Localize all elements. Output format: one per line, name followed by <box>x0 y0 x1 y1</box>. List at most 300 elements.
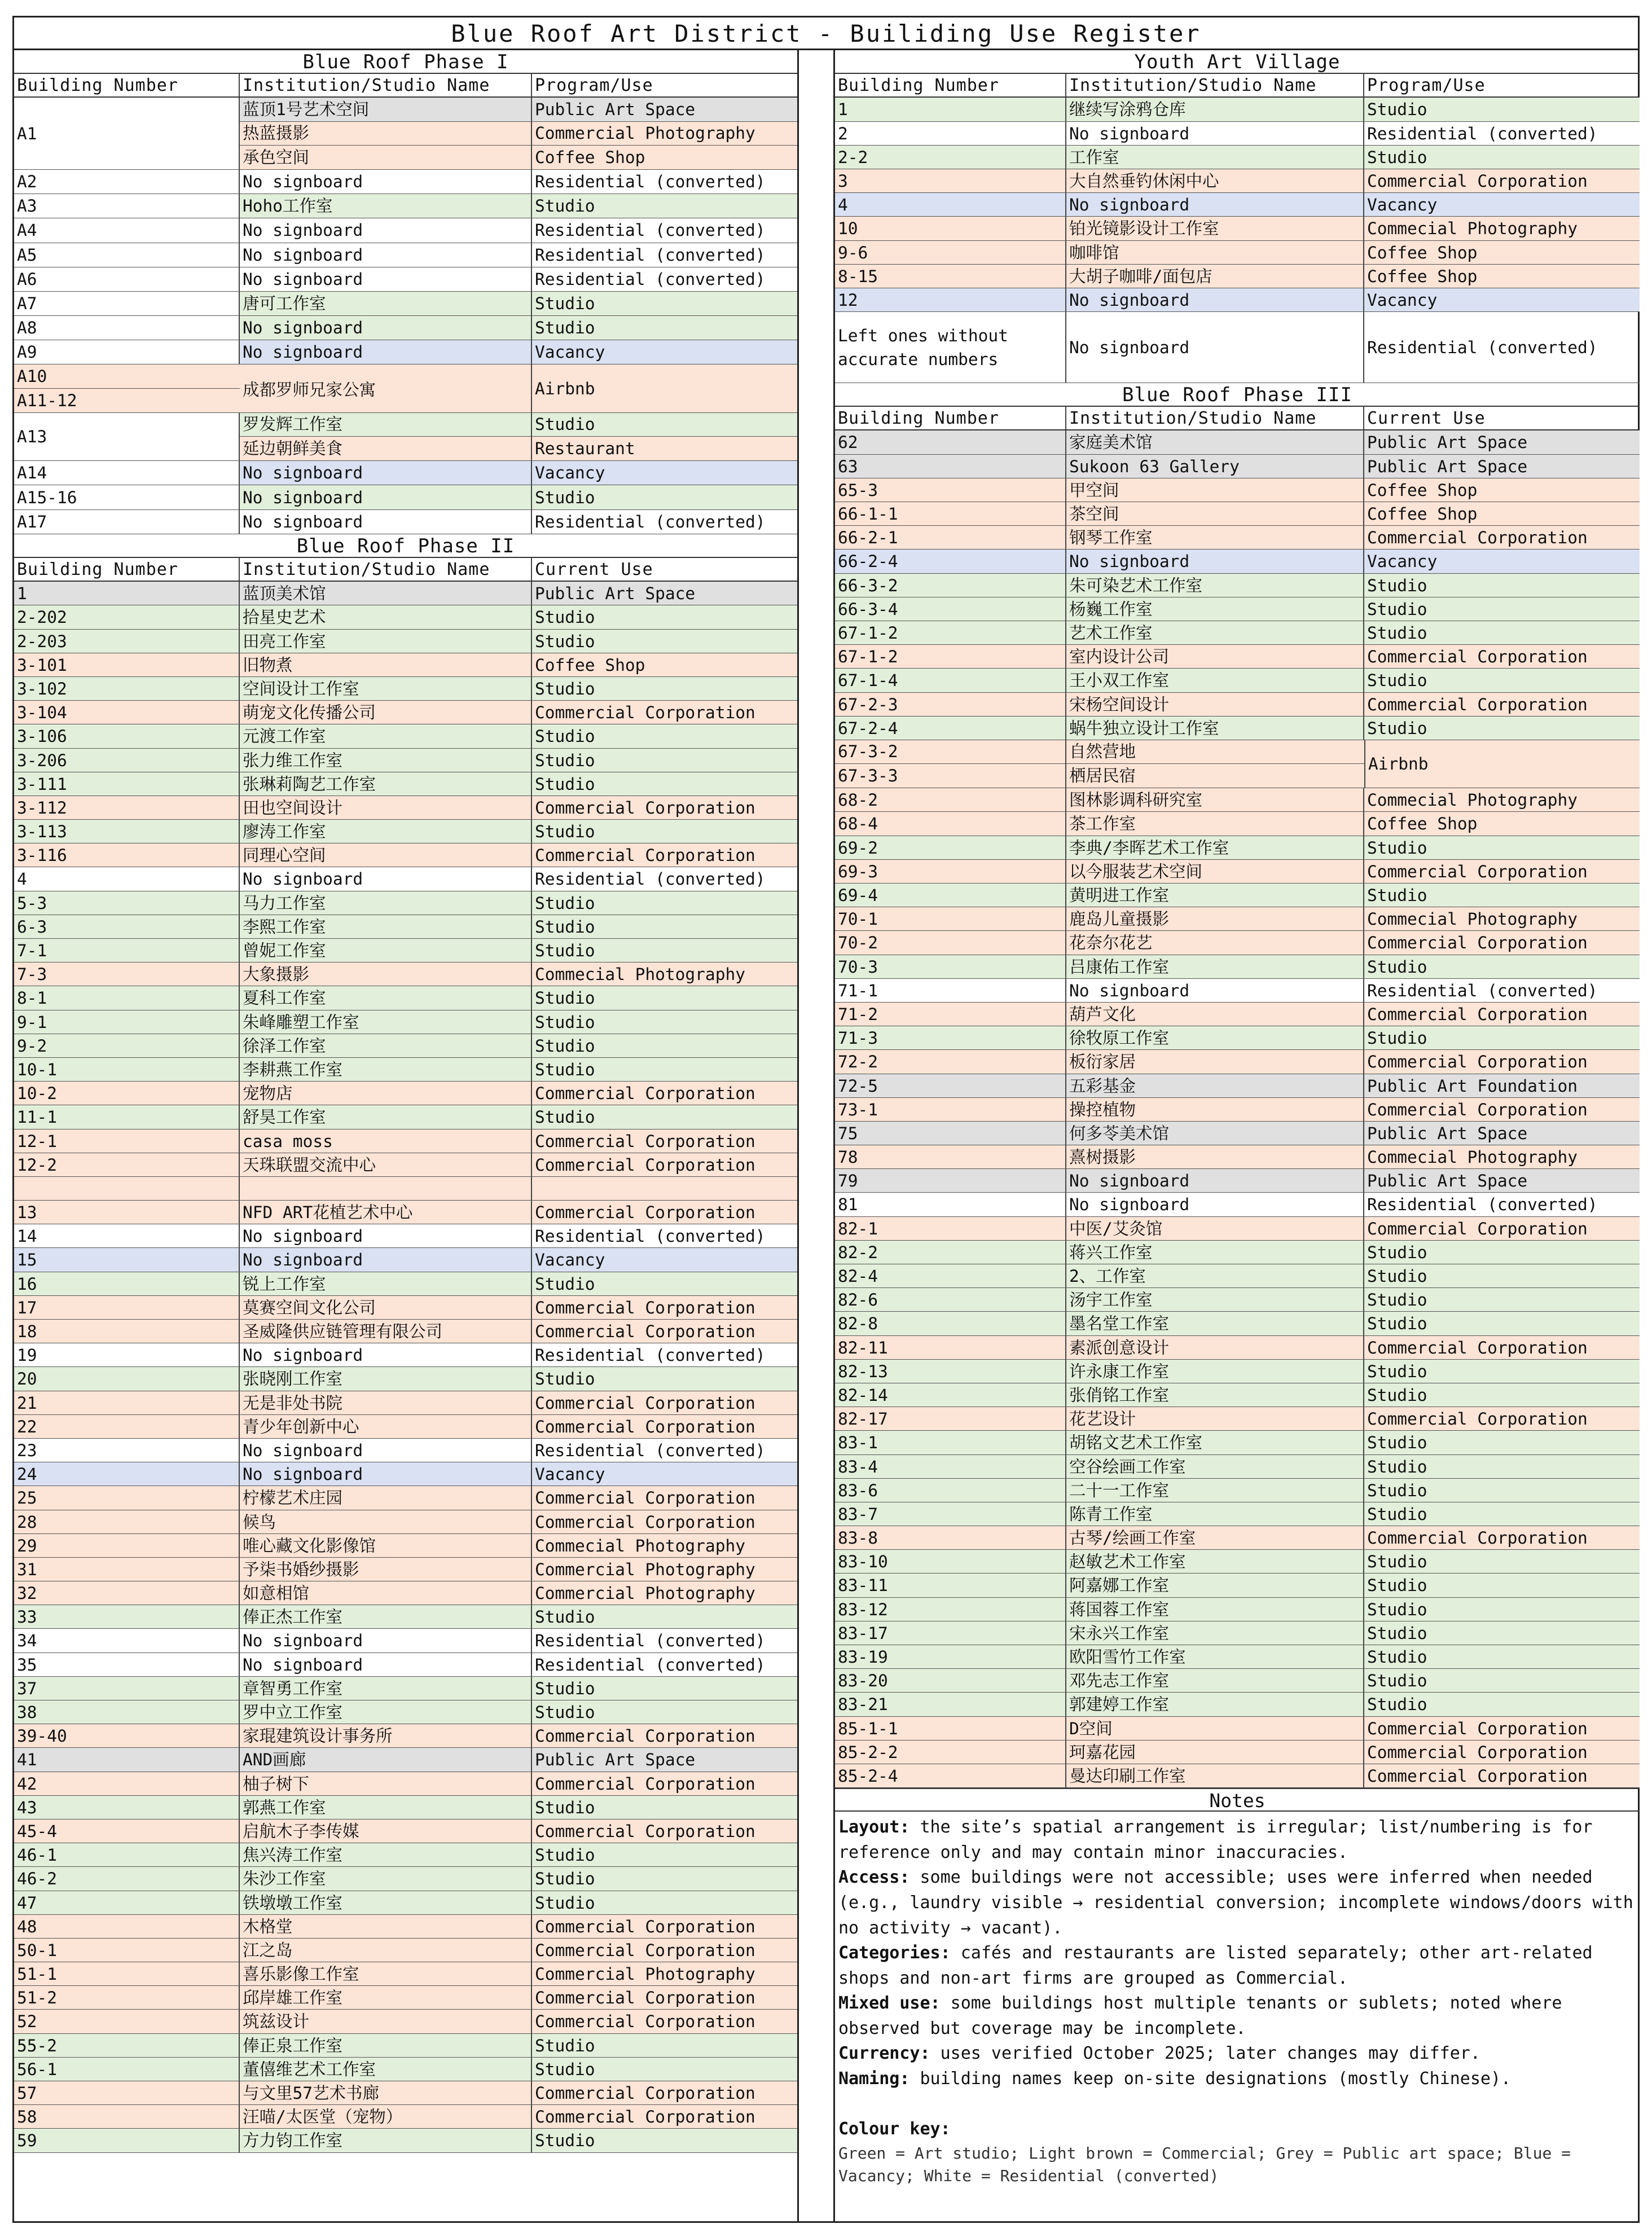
table-row <box>835 884 1640 907</box>
program-use: Commercial Corporation <box>532 796 797 819</box>
building-number: 83-6 <box>835 1479 1066 1502</box>
institution-name: 图林影调科研究室 <box>1066 788 1364 811</box>
institution-name: 无是非处书院 <box>240 1391 532 1414</box>
table-row <box>240 485 797 509</box>
program-use: Studio <box>1364 1645 1640 1668</box>
table-row <box>14 2010 797 2033</box>
note-item <box>838 2067 1636 2092</box>
institution-name: 元渡工作室 <box>240 724 532 748</box>
institution-name: 大胡子咖啡/面包店 <box>1066 265 1364 288</box>
table-row <box>14 1700 797 1724</box>
table-row <box>14 1605 797 1629</box>
program-use: Studio <box>532 749 797 772</box>
program-use: Studio <box>532 986 797 1009</box>
register-sheet <box>12 16 1640 2223</box>
table-row <box>835 1336 1640 1360</box>
program-use: Studio <box>1364 1693 1640 1716</box>
institution-name: 柚子树下 <box>240 1772 532 1795</box>
institution-name: 自然营地 <box>1066 740 1364 763</box>
institution-name: No signboard <box>1066 550 1364 573</box>
building-number: 7-3 <box>14 963 240 986</box>
program-use: Studio <box>1364 884 1640 907</box>
program-use: Commercial Corporation <box>532 1082 797 1105</box>
program-use: Studio <box>1364 1574 1640 1597</box>
program-use: Public Art Foundation <box>1364 1074 1640 1097</box>
building-number: 70-3 <box>835 955 1066 978</box>
institution-name: 空间设计工作室 <box>240 677 532 700</box>
group-entries <box>240 243 797 267</box>
institution-name: 邓先志工作室 <box>1066 1669 1364 1692</box>
institution-name: 筑兹设计 <box>240 2010 532 2033</box>
building-number: A1 <box>14 98 240 169</box>
institution-name: 焦兴涛工作室 <box>240 1843 532 1866</box>
building-number: 38 <box>14 1700 240 1724</box>
building-number: 1 <box>835 98 1066 121</box>
table-row <box>14 1843 797 1867</box>
program-use: Commercial Corporation <box>532 2010 797 2033</box>
program-use: Studio <box>532 820 797 843</box>
note-text: building names keep on-site designations (mostly Chinese). <box>910 2069 1512 2089</box>
institution-name: 田亮工作室 <box>240 630 532 653</box>
program-use: Public Art Space <box>532 98 797 121</box>
institution-name: 茶工作室 <box>1066 812 1364 835</box>
program-use: Studio <box>1364 1241 1640 1264</box>
program-use: Airbnb <box>535 379 595 398</box>
building-number: A9 <box>14 340 240 364</box>
table-row <box>14 1748 797 1772</box>
institution-name: No signboard <box>240 243 532 267</box>
table-row <box>835 265 1640 288</box>
institution-name: No signboard <box>240 510 532 534</box>
institution-name: 空谷绘画工作室 <box>1066 1455 1364 1478</box>
institution-name: 欧阳雪竹工作室 <box>1066 1645 1364 1668</box>
building-number: A7 <box>14 292 240 315</box>
building-number: 67-3-3 <box>835 764 1066 788</box>
building-number: 9-2 <box>14 1034 240 1057</box>
institution-name: 鹿岛儿童摄影 <box>1066 907 1364 930</box>
column-header: Current Use <box>535 560 653 579</box>
program-use: Studio <box>532 1867 797 1890</box>
table-row <box>14 1796 797 1820</box>
building-number: 85-2-4 <box>835 1764 1066 1787</box>
note-text: cafés and restaurants are listed separately; other art-related shops and non-art firms are grouped as Commercial. <box>838 1943 1593 1988</box>
building-number: 35 <box>14 1653 240 1676</box>
building-group <box>14 340 797 364</box>
building-number: 83-20 <box>835 1669 1066 1692</box>
building-number: 22 <box>14 1415 240 1438</box>
program-use: Residential (converted) <box>1364 1193 1640 1216</box>
building-number: 69-4 <box>835 884 1066 907</box>
program-use: Commercial Corporation <box>532 1915 797 1938</box>
institution-name: No signboard <box>240 316 532 340</box>
building-number: 75 <box>835 1122 1066 1145</box>
institution-name: casa moss <box>240 1130 532 1153</box>
table-row <box>835 169 1640 193</box>
institution-name: 罗发辉工作室 <box>240 413 532 436</box>
building-number: 67-2-4 <box>835 717 1066 740</box>
building-number: 16 <box>14 1272 240 1295</box>
building-number: 28 <box>14 1510 240 1533</box>
building-number: 67-1-2 <box>835 621 1066 644</box>
table-row <box>14 2034 797 2058</box>
table-row <box>14 2105 797 2129</box>
merged-building-group <box>835 740 1640 788</box>
table-row <box>835 621 1640 645</box>
program-use: Residential (converted) <box>1367 337 1598 357</box>
program-use: Residential (converted) <box>532 1343 797 1366</box>
table-row <box>14 1629 797 1653</box>
building-number: 3-101 <box>14 653 240 676</box>
program-use: Commercial Photography <box>532 122 797 145</box>
institution-name: AND画廊 <box>240 1748 532 1771</box>
building-number: 21 <box>14 1391 240 1414</box>
building-number: 5-3 <box>14 891 240 915</box>
group-entries <box>240 461 797 485</box>
program-use: Commercial Corporation <box>532 1772 797 1795</box>
institution-name: 栖居民宿 <box>1066 764 1364 788</box>
table-row <box>835 740 1364 764</box>
program-use: Studio <box>532 1367 797 1390</box>
institution-name: 蓝顶美术馆 <box>240 582 532 605</box>
institution-name: 候鸟 <box>240 1510 532 1533</box>
building-number: 82-6 <box>835 1288 1066 1311</box>
institution-name: 家琨建筑设计事务所 <box>240 1724 532 1747</box>
institution-name: 墨名堂工作室 <box>1066 1312 1364 1335</box>
table-row <box>14 1677 797 1700</box>
building-number: 8-1 <box>14 986 240 1009</box>
table-header-row <box>835 74 1640 98</box>
page-title: Blue Roof Art District - Builiding Use Register <box>14 17 1638 50</box>
program-use: Studio <box>532 772 797 796</box>
note-text: the site’s spatial arrangement is irregular; list/numbering is for reference only and may contain minor inaccuracies. <box>838 1817 1593 1862</box>
building-number: A11-12 <box>17 390 77 410</box>
building-number: 51-1 <box>14 1962 240 1985</box>
column-header: Current Use <box>1367 408 1486 429</box>
program-use: Commercial Corporation <box>532 1415 797 1438</box>
institution-name: 蓝顶1号艺术空间 <box>240 98 532 121</box>
institution-name: No signboard <box>240 170 532 194</box>
institution-name: No signboard <box>240 1248 532 1271</box>
program-use: Commercial Corporation <box>1364 1050 1640 1073</box>
program-use: Public Art Space <box>532 582 797 605</box>
institution-name: 邱岸雄工作室 <box>240 1986 532 2009</box>
program-use: Public Art Space <box>1364 455 1640 478</box>
program-use: Commercial Corporation <box>1364 1526 1640 1549</box>
table-row <box>835 1574 1640 1597</box>
table-row <box>14 2129 797 2152</box>
building-number: 2 <box>835 122 1066 145</box>
institution-name: No signboard <box>240 485 532 509</box>
program-use: Studio <box>1364 574 1640 597</box>
program-use: Studio <box>532 1605 797 1628</box>
table-row <box>835 1621 1640 1645</box>
institution-name: 黄明进工作室 <box>1066 884 1364 907</box>
program-use: Residential (converted) <box>532 170 797 194</box>
institution-name: 以今服装艺术空间 <box>1066 860 1364 883</box>
program-use: Airbnb <box>1364 740 1640 788</box>
institution-name: No signboard <box>240 1439 532 1462</box>
program-use: Residential (converted) <box>1364 979 1640 1002</box>
program-use: Studio <box>532 2058 797 2081</box>
note-spacer <box>838 2092 1636 2117</box>
building-number: 14 <box>14 1224 240 1247</box>
program-use: Studio <box>1364 836 1640 859</box>
merged-numbers <box>14 364 240 412</box>
note-label: Layout: <box>838 1817 910 1838</box>
table-row <box>835 955 1640 979</box>
group-entries <box>240 340 797 364</box>
institution-name: 董僖维艺术工作室 <box>240 2058 532 2081</box>
column-header: Building Number <box>835 74 1066 96</box>
group-entries <box>240 316 797 340</box>
building-number: 47 <box>14 1891 240 1914</box>
program-use: Studio <box>1364 1550 1640 1573</box>
institution-name: 钢琴工作室 <box>1066 526 1364 549</box>
building-number: 12-1 <box>14 1130 240 1153</box>
building-number: 29 <box>14 1534 240 1557</box>
institution-name: 咖啡馆 <box>1066 241 1364 264</box>
program-use: Commercial Corporation <box>532 2105 797 2128</box>
group-entries <box>240 292 797 315</box>
table-row <box>14 749 797 772</box>
building-number: 13 <box>14 1201 240 1224</box>
institution-name: 唐可工作室 <box>240 292 532 315</box>
building-number: 32 <box>14 1581 240 1605</box>
institution-name: 熹树摄影 <box>1066 1145 1364 1168</box>
program-use: Public Art Space <box>532 1748 797 1771</box>
institution-name: 中医/艾灸馆 <box>1066 1217 1364 1240</box>
program-use: Coffee Shop <box>532 146 797 169</box>
table-row <box>835 98 1640 121</box>
program-use: Studio <box>1364 1479 1640 1502</box>
building-number: 71-2 <box>835 1003 1066 1026</box>
building-group <box>14 170 797 194</box>
building-number: A5 <box>14 243 240 267</box>
building-number: 23 <box>14 1439 240 1462</box>
merged-building-group <box>14 364 797 412</box>
program-use: Commercial Corporation <box>532 1986 797 2009</box>
program-use: Studio <box>532 677 797 700</box>
program-use: Residential (converted) <box>532 1629 797 1652</box>
program-use: Commercial Corporation <box>532 1201 797 1224</box>
program-use: Studio <box>532 2129 797 2152</box>
table-row <box>14 772 797 796</box>
table-row <box>835 693 1640 717</box>
building-number: 34 <box>14 1629 240 1652</box>
program-use: Studio <box>532 1058 797 1081</box>
merged-rows <box>835 740 1364 788</box>
building-group <box>14 413 797 461</box>
institution-name: No signboard <box>240 1343 532 1366</box>
institution-name: 夏科工作室 <box>240 986 532 1009</box>
note-item <box>838 2041 1636 2067</box>
institution-name: 宋永兴工作室 <box>1066 1621 1364 1645</box>
program-use: Studio <box>1364 669 1640 692</box>
institution-name: 柠檬艺术庄园 <box>240 1486 532 1509</box>
building-number: 1 <box>14 582 240 605</box>
table-row <box>835 1050 1640 1074</box>
institution-name: 继续写涂鸦仓库 <box>1066 98 1364 121</box>
building-number: 2-2 <box>835 146 1066 169</box>
building-number: 66-1-1 <box>835 502 1066 525</box>
program-use: Vacancy <box>532 461 797 485</box>
program-use: Vacancy <box>532 1248 797 1271</box>
building-number: 39-40 <box>14 1724 240 1747</box>
program-use: Commercial Corporation <box>1364 860 1640 883</box>
note-item <box>838 1991 1636 2041</box>
table-row <box>240 316 797 340</box>
building-number: 41 <box>14 1748 240 1771</box>
building-number: 66-2-1 <box>835 526 1066 549</box>
building-number: 56-1 <box>14 2058 240 2081</box>
building-number: 6-3 <box>14 915 240 938</box>
table-row <box>835 478 1640 502</box>
table-row <box>835 1455 1640 1479</box>
institution-name: 莫赛空间文化公司 <box>240 1296 532 1319</box>
building-number: 4 <box>835 193 1066 216</box>
building-number: 72-5 <box>835 1074 1066 1097</box>
column-gap <box>797 50 835 2223</box>
table-row <box>835 1645 1640 1669</box>
institution-name: 2、工作室 <box>1066 1264 1364 1287</box>
building-number: 67-1-2 <box>835 645 1066 668</box>
program-use: Studio <box>1364 98 1640 121</box>
institution-name: Hoho工作室 <box>240 194 532 218</box>
table-header-row <box>835 407 1640 430</box>
column-header: Institution/Studio Name <box>240 558 532 581</box>
institution-name: 与文里57艺术书廊 <box>240 2081 532 2104</box>
building-number: 3-116 <box>14 843 240 867</box>
table-row <box>835 1169 1640 1193</box>
building-number: 42 <box>14 1772 240 1795</box>
program-use: Residential (converted) <box>532 510 797 534</box>
institution-name: 朱可染艺术工作室 <box>1066 574 1364 597</box>
building-group <box>14 316 797 340</box>
program-use: Studio <box>532 630 797 653</box>
building-number: 3-113 <box>14 820 240 843</box>
institution-name: 板衍家居 <box>1066 1050 1364 1073</box>
institution-name: 花奈尔花艺 <box>1066 931 1364 954</box>
program-use: Vacancy <box>532 340 797 364</box>
building-number: 73-1 <box>835 1098 1066 1121</box>
table-header-row <box>14 74 797 98</box>
table-row <box>14 1415 797 1439</box>
building-number: 9-1 <box>14 1010 240 1034</box>
program-use: Public Art Space <box>1364 1122 1640 1145</box>
building-group <box>14 194 797 218</box>
table-header-row <box>14 558 797 582</box>
building-number: 83-12 <box>835 1598 1066 1621</box>
building-number: 57 <box>14 2081 240 2104</box>
institution-name: 曾妮工作室 <box>240 939 532 962</box>
institution-name: 艺术工作室 <box>1066 621 1364 644</box>
institution-name: No signboard <box>240 1629 532 1652</box>
institution-name: 李耕燕工作室 <box>240 1058 532 1081</box>
table-row <box>835 836 1640 860</box>
table-row <box>14 1891 797 1915</box>
institution-name: 如意相馆 <box>240 1581 532 1605</box>
building-number: 66-3-4 <box>835 597 1066 621</box>
building-number: 3-112 <box>14 796 240 819</box>
table-row <box>14 1986 797 2010</box>
institution-name: 赵敏艺术工作室 <box>1066 1550 1364 1573</box>
table-row <box>835 1526 1640 1550</box>
institution-name: 李典/李晖艺术工作室 <box>1066 836 1364 859</box>
program-use: Commercial Corporation <box>1364 693 1640 716</box>
building-group <box>14 461 797 485</box>
note-text: some buildings host multiple tenants or sublets; noted where observed but coverage may be incomplete. <box>838 1993 1562 2038</box>
table-row <box>14 1439 797 1462</box>
table-row <box>14 891 797 915</box>
institution-name: 宋杨空间设计 <box>1066 693 1364 716</box>
institution-name: 二十一工作室 <box>1066 1479 1364 1502</box>
institution-name: 曼达印刷工作室 <box>1066 1764 1364 1787</box>
program-use: Studio <box>1364 1502 1640 1526</box>
institution-name: 木格堂 <box>240 1915 532 1938</box>
institution-name: 延边朝鲜美食 <box>240 437 532 460</box>
building-number: 82-1 <box>835 1217 1066 1240</box>
institution-name: 成都罗师兄家公寓 <box>240 364 532 412</box>
table-row <box>835 526 1640 550</box>
program-use: Vacancy <box>1364 550 1640 573</box>
table-row <box>835 645 1640 669</box>
institution-name: 启航木子李传媒 <box>240 1820 532 1843</box>
table-row <box>835 1264 1640 1288</box>
program-use: Studio <box>532 1105 797 1128</box>
table-row <box>835 288 1640 312</box>
program-use: Studio <box>1364 1598 1640 1621</box>
program-use: Studio <box>1364 1288 1640 1311</box>
building-number: 71-1 <box>835 979 1066 1002</box>
program-use: Commercial Corporation <box>1364 526 1640 549</box>
table-row <box>14 364 240 388</box>
program-use: Commecial Photography <box>532 1534 797 1557</box>
institution-name: No signboard <box>240 1462 532 1486</box>
building-group <box>14 98 797 170</box>
building-number: 66-2-4 <box>835 550 1066 573</box>
building-number: 82-14 <box>835 1383 1066 1407</box>
building-number: 82-2 <box>835 1241 1066 1264</box>
institution-name: 操控植物 <box>1066 1098 1364 1121</box>
program-use: Studio <box>532 2034 797 2057</box>
program-use: Coffee Shop <box>1364 812 1640 835</box>
institution-name: 汪喵/太医堂（宠物） <box>240 2105 532 2128</box>
table-row <box>14 1153 797 1177</box>
notes-title: Notes <box>835 1788 1640 1812</box>
institution-name: 五彩基金 <box>1066 1074 1364 1097</box>
institution-name <box>240 1177 532 1200</box>
table-row <box>14 605 797 629</box>
program-use: Commercial Corporation <box>532 1939 797 1962</box>
colour-key-title: Colour key: <box>838 2119 951 2139</box>
institution-name: 徐泽工作室 <box>240 1034 532 1057</box>
institution-name: No signboard <box>1066 312 1364 383</box>
table-row <box>14 653 797 677</box>
table-row <box>14 630 797 653</box>
table-row <box>835 1026 1640 1050</box>
program-use: Studio <box>532 891 797 915</box>
program-use: Studio <box>1364 717 1640 740</box>
table-row <box>835 1122 1640 1145</box>
institution-name: No signboard <box>240 218 532 242</box>
table-row <box>835 1074 1640 1098</box>
table-row <box>14 724 797 748</box>
table-row <box>835 550 1640 573</box>
table-row <box>835 312 1640 383</box>
column-header: Institution/Studio Name <box>1066 74 1364 96</box>
table-row <box>14 1391 797 1415</box>
table-row <box>14 986 797 1010</box>
